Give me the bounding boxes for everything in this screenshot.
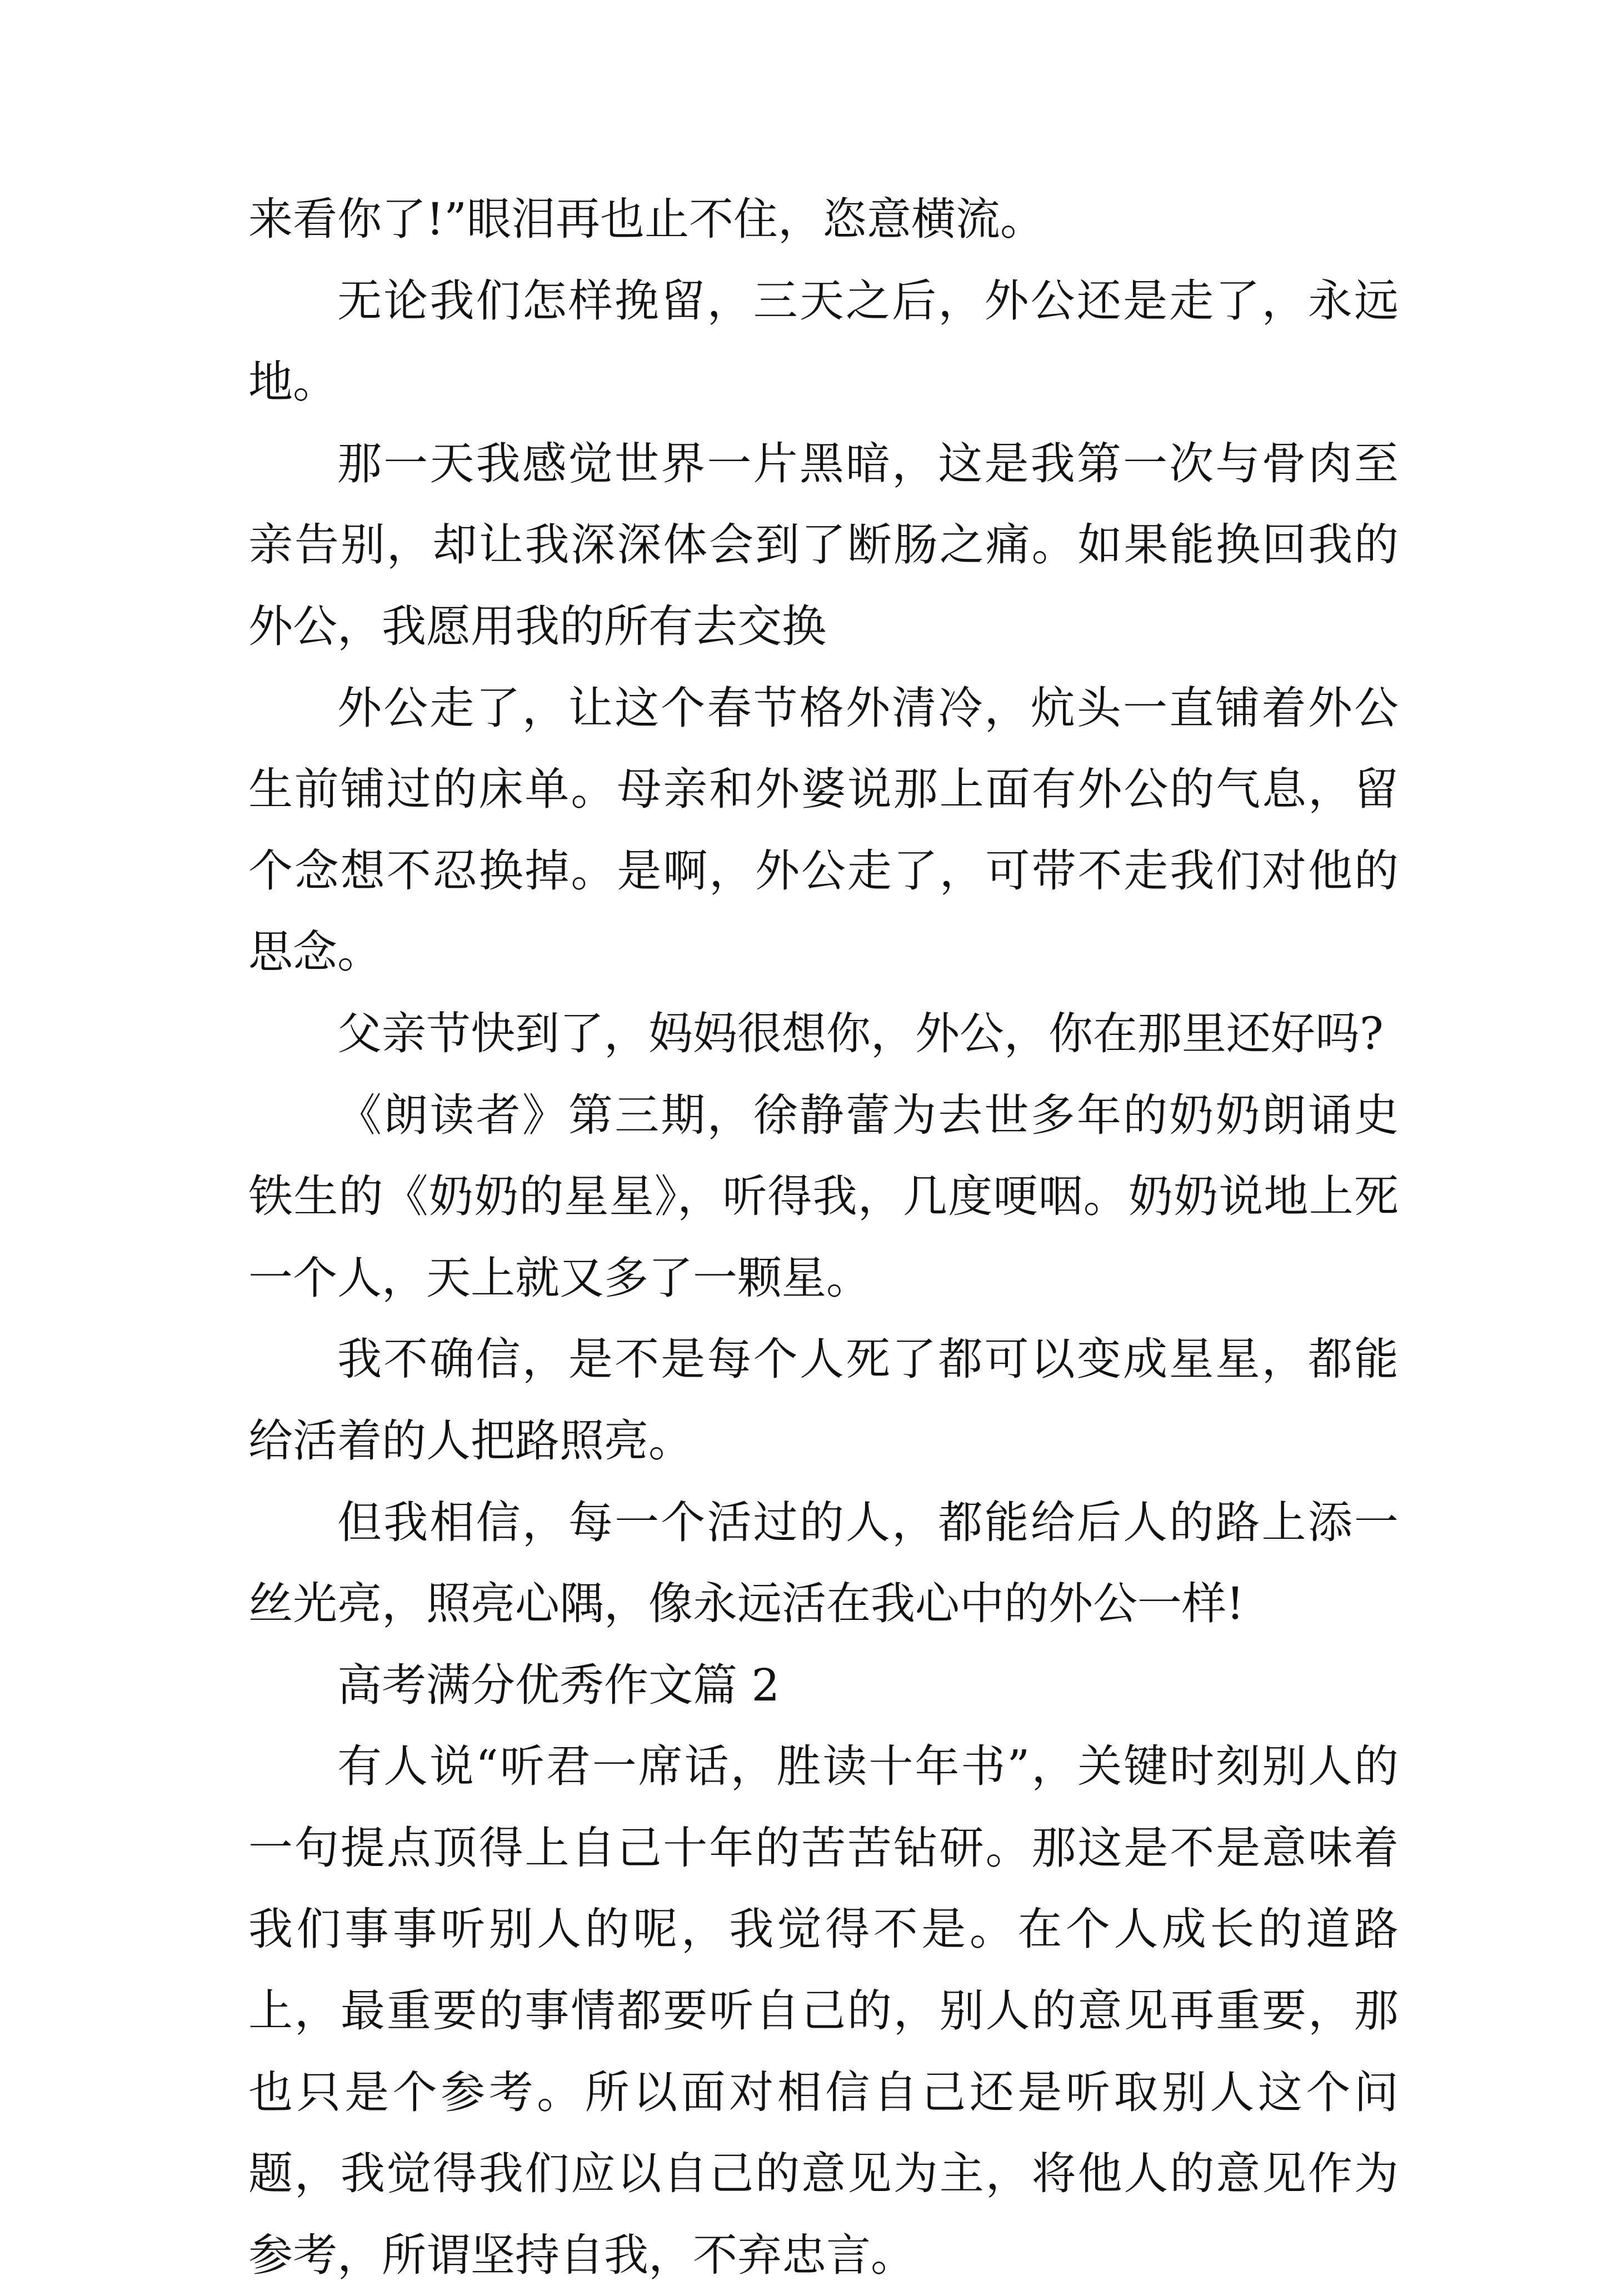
paragraph-10: 有人说“听君一席话，胜读十年书”，关键时刻别人的一句提点顶得上自己十年的苦苦钻研。那这是不是意味着我们事事听别人的呢，我觉得不是。在个人成长的道路上，最重要的事情都要听自己的，别人的意见再重要，那也只是个参考。所以面对相信自己还是听取别人这个问题，我觉得我们应以自己的意见为主，将他人的意见作为参考，所谓坚持自我，不弃忠言。	[248, 1740, 1399, 2281]
paragraph-3: 那一天我感觉世界一片黑暗，这是我第一次与骨肉至亲告别，却让我深深体会到了断肠之痛。如果能换回我的外公，我愿用我的所有去交换	[248, 437, 1399, 652]
section-heading: 高考满分优秀作文篇 2	[337, 1659, 780, 1711]
paragraph-6: 《朗读者》第三期，徐静蕾为去世多年的奶奶朗诵史铁生的《奶奶的星星》，听得我，几度哽咽。奶奶说地上死一个人，天上就又多了一颗星。	[248, 1089, 1399, 1304]
paragraph-2: 无论我们怎样挽留，三天之后，外公还是走了，永远地。	[248, 274, 1399, 408]
paragraph-1: 来看你了!”眼泪再也止不住，恣意横流。	[248, 193, 1045, 245]
document-body	[248, 179, 1399, 2296]
paragraph-4: 外公走了，让这个春节格外清冷，炕头一直铺着外公生前铺过的床单。母亲和外婆说那上面有外公的气息，留个念想不忍换掉。是啊，外公走了，可带不走我们对他的思念。	[248, 682, 1399, 978]
paragraph-8: 但我相信，每一个活过的人，都能给后人的路上添一丝光亮，照亮心隅，像永远活在我心中的外公一样!	[248, 1496, 1399, 1630]
paragraph-7: 我不确信，是不是每个人死了都可以变成星星，都能给活着的人把路照亮。	[248, 1333, 1399, 1467]
paragraph-5: 父亲节快到了，妈妈很想你，外公，你在那里还好吗?	[337, 1007, 1384, 1059]
